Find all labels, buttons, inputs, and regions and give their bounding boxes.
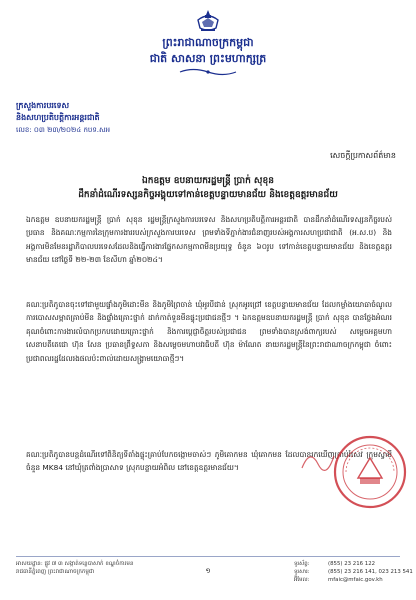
document-type: សេចក្តីប្រកាសព័ត៌មាន: [330, 151, 396, 160]
official-seal-stamp: [332, 434, 408, 510]
phone-value: (855) 23 216 122: [328, 561, 376, 567]
footer-address-line2: រាជធានីភ្នំពេញ ព្រះរាជាណាចក្រកម្ពុជា: [16, 569, 95, 575]
signature-mark: [300, 444, 340, 476]
email-label: អ៊ីមែល:: [294, 577, 310, 583]
reference-number: លេខ: ០៣ ២៣/២០២៤ កបទ.សអ: [16, 126, 111, 134]
footer-email: [294, 576, 383, 584]
ministry-name-line2: និងសហប្រតិបត្តិការអន្តរជាតិ: [16, 113, 100, 122]
page-number: ១: [205, 567, 211, 575]
email-value: mfaic@mfaic.gov.kh: [328, 577, 383, 583]
footer-divider: [16, 556, 400, 557]
headline-line1: ឯកឧត្តម ឧបនាយករដ្ឋមន្ត្រី ប្រាក់ សុខុន: [142, 176, 274, 186]
footer-address-line1: អាសយដ្ឋាន: ផ្លូវ ៧ ៣ សង្កាត់ទន្លេបាសាក់ ខណ្ឌចំការមន: [16, 561, 134, 567]
fax-label: ទូរសារ:: [294, 569, 310, 575]
phone-label: ទូរស័ព្ទ:: [294, 561, 310, 567]
body-paragraph-2: គណៈប្រតិភូបានចុះទៅជាមួយផ្ទាំងភូមិដោះមីន និងភូមិព្រៃចាន់ ឃុំអូរបីជាន់ ស្រុកអូរជ្រៅ ខេត្តបន្ទាយមានជ័យ ដែលកម្លាំងយោធាចំណូលការបោសសម្អាតគ្រាប់មីន និងផ្ទាំងគ្រោះថ្នាក់ ដាក់កាត់ទួនមីនផ្ទុះប្រជាជនថ្មីៗ ។ ឯកឧត្តមឧបនាយករដ្ឋមន្ត្រី ប្រាក់ សុខុន បានថ្លែងអំណរគុណចំពោះការងារលំបាកប្រកបដោយគ្រោះថ្នាក់ និងការប្តេជ្ញាចិត្តរបស់ប្រជាជន ព្រមទាំងបានស្រង់ពាក្យរបស់ សម្តេចអគ្គមហាសេនាបតីតេជោ ហ៊ុន សែន ប្រធានព្រឹទ្ធសភា និងសម្តេចមហាបវរធិបតី ហ៊ុន ម៉ាណែត នាយករដ្ឋមន្ត្រីនៃព្រះរាជាណាចក្រកម្ពុជា ចំពោះប្រជាពលរដ្ឋដែលរងផលប៉ះពាល់ដោយសង្គ្រាមយោធាថ្មីៗ។: [26, 300, 392, 363]
body-paragraph-3: គណៈប្រតិភូបានបន្តដំណើរទៅពិនិត្យទីតាំងផ្ទុះគ្រាប់បែកចង្កោមចាស់ៗ ភូមិគោកមន ឃុំគោកមន ដែលបានរកឃើញគ្រាប់រំសេវ ក្រុមស្វាមីចំនួន MK84 នៅឃុំត្រពាំងប្រាសាទ ស្រុកបន្ទាយអំពិល នៅខេត្តឧត្តរមានជ័យ។: [26, 450, 392, 473]
national-motto: ជាតិ សាសនា ព្រះមហាក្សត្រ: [149, 52, 267, 65]
fax-value: (855) 23 216 141, 023 213 541: [328, 569, 413, 575]
decorative-flourish: [178, 67, 238, 77]
national-emblem-icon: [192, 8, 224, 34]
kingdom-name: ព្រះរាជាណាចក្រកម្ពុជា: [162, 36, 254, 49]
ministry-name-line1: ក្រសួងការបរទេស: [16, 101, 70, 110]
body-paragraph-1: ឯកឧត្តម ឧបនាយករដ្ឋមន្ត្រី ប្រាក់ សុខុន រដ្ឋមន្ត្រីក្រសួងការបរទេស និងសហប្រតិបត្តិការអន្តរជាតិ បានដឹកនាំដំណើរទស្សនកិច្ចរបស់ប្រធាន និងគណៈកម្មការនៃក្រុមការងាររបស់ក្រសួងការបរទេស ព្រមទាំងទីភ្នាក់ងារជំនាញរបស់អង្គការសហប្រជាជាតិ (អ.ស.ប) និងអង្គការមិនមែនរដ្ឋាភិបាលបរទេសដែលនិងធ្វើការងារផ្នែកសកម្មភាពមីនប្រយុទ្ធ ចំនួន ៦០រូប ទៅកាន់ខេត្តបន្ទាយមានជ័យ និងខេត្តឧត្តរមានជ័យ នៅថ្ងៃទី ២២-២៣ ខែសីហា ឆ្នាំ២០២៤។: [26, 215, 392, 265]
headline-line2: ដឹកនាំដំណើរទស្សនកិច្ចអង្គុយទៅកាន់ខេត្តបន្ទាយមានជ័យ និងខេត្តឧត្តរមានជ័យ: [78, 190, 338, 200]
